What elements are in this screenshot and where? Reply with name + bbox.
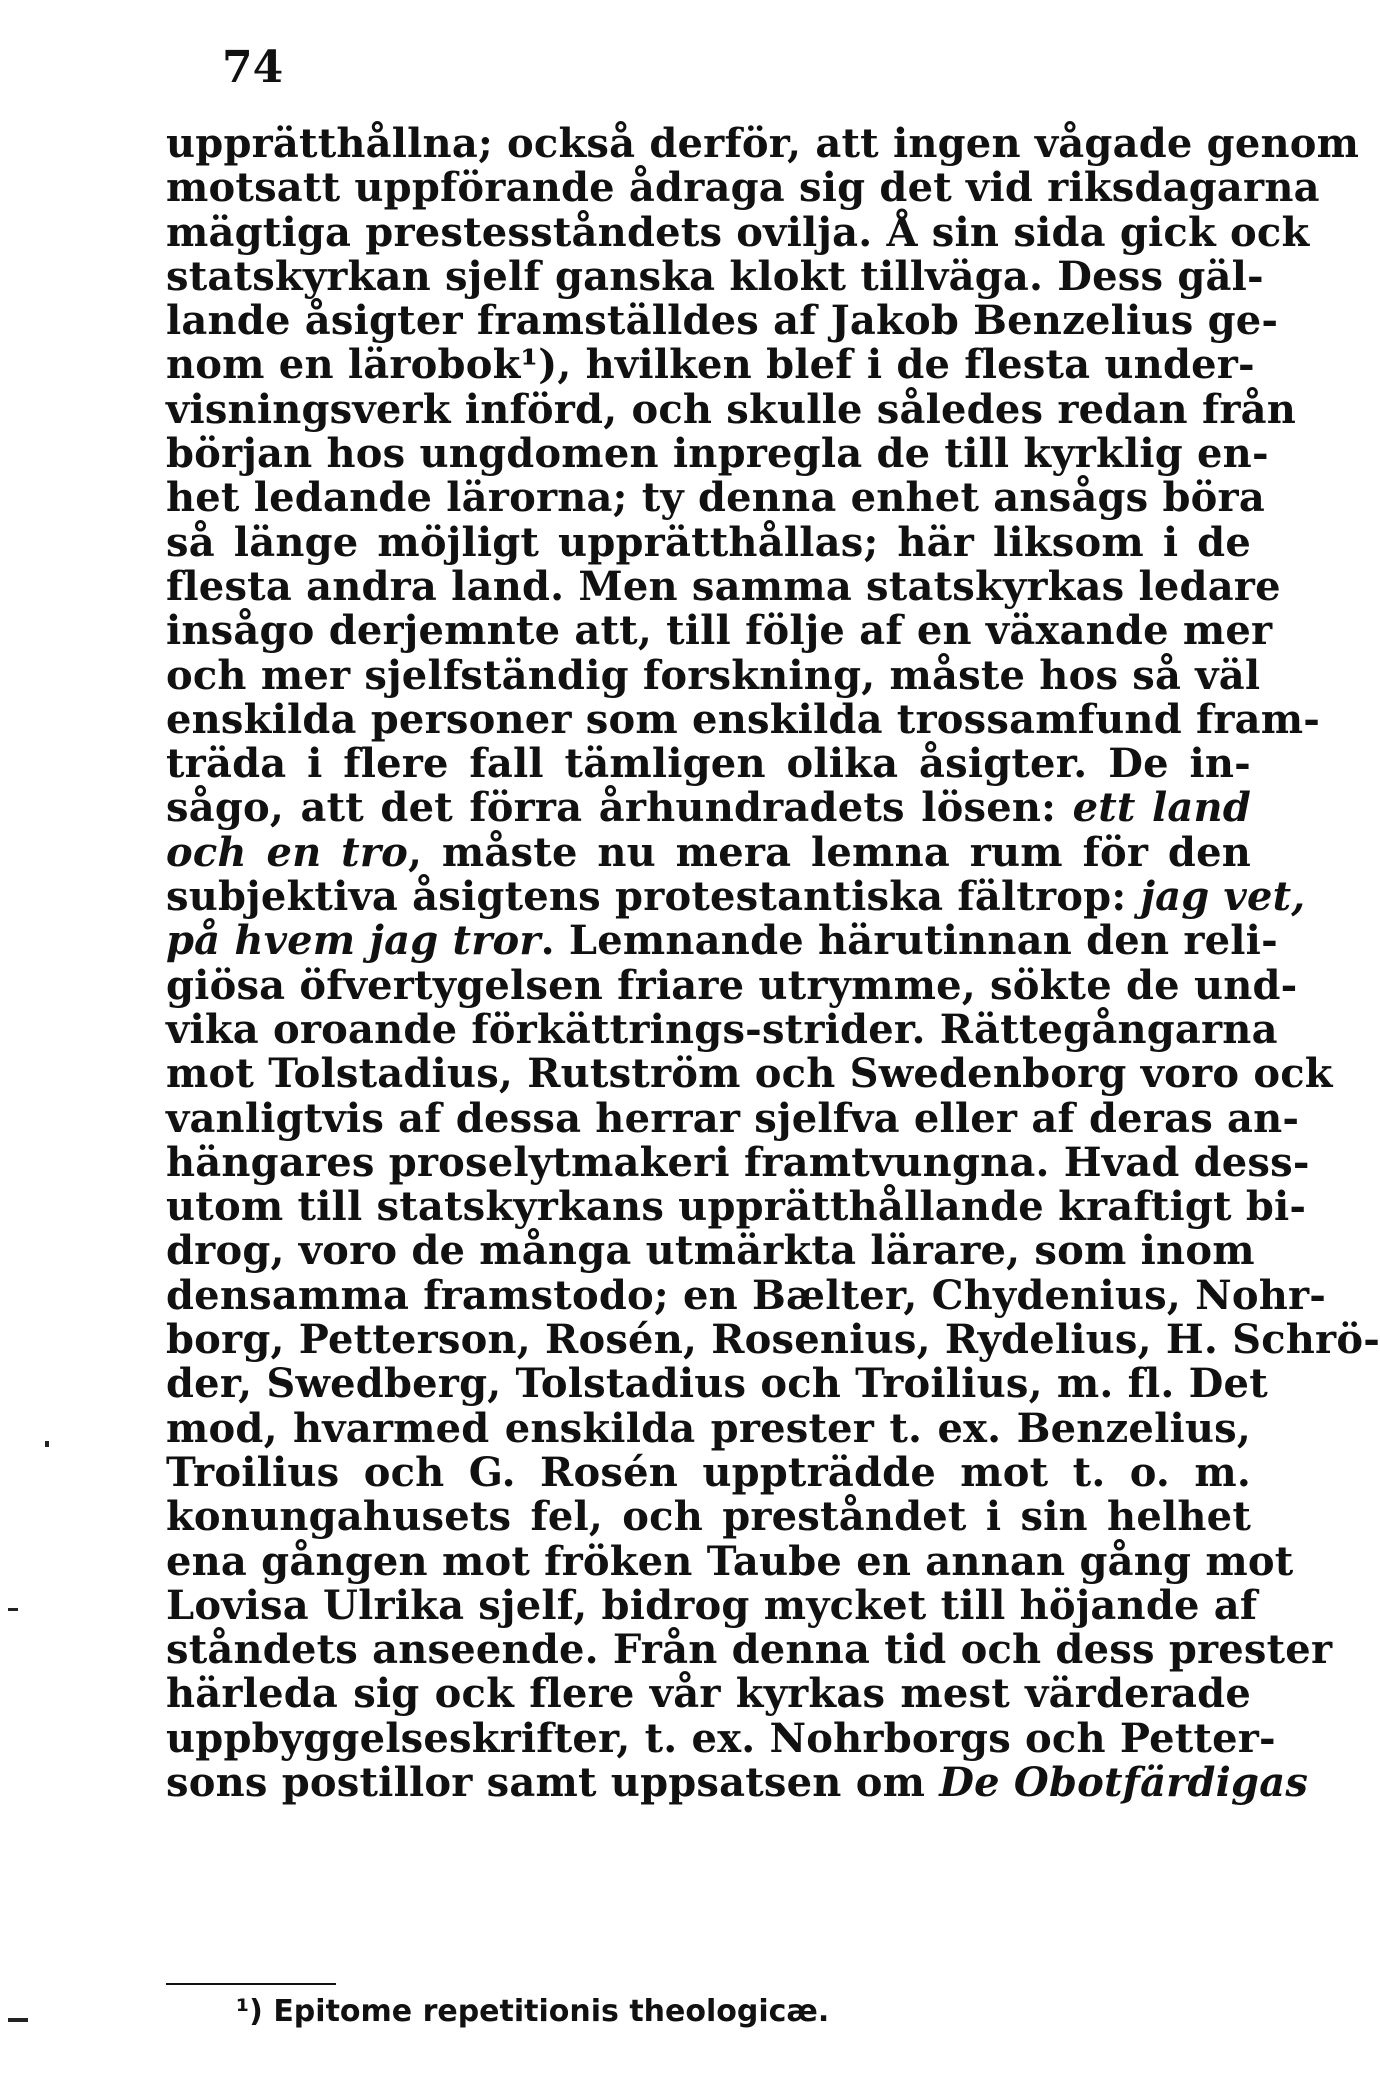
text-fragment: mod, hvarmed enskilda prester t. ex. Benzelius, xyxy=(166,1404,1251,1452)
text-fragment: på hvem jag tror xyxy=(166,917,541,965)
footnote-marker: ¹) xyxy=(236,1994,263,2029)
text-fragment: ett land xyxy=(1072,784,1252,832)
text-line xyxy=(166,474,1265,522)
footnote-divider xyxy=(166,1983,336,1985)
text-fragment: densamma framstodo; en Bælter, Chydenius, Nohr- xyxy=(166,1271,1327,1319)
text-fragment: het ledande lärorna; ty denna enhet ansågs böra xyxy=(166,474,1265,522)
text-fragment: borg, Petterson, Rosén, Rosenius, Rydelius, H. Schrö- xyxy=(166,1316,1380,1364)
text-line xyxy=(166,1050,1333,1098)
text-line xyxy=(166,873,1306,921)
text-fragment: nom en lärobok¹), hvilken blef i de flesta under- xyxy=(166,341,1255,389)
text-fragment: visningsverk införd, och skulle således redan från xyxy=(166,385,1297,433)
text-fragment: insågo derjemnte att, till följe af en växande mer xyxy=(166,607,1273,655)
text-fragment: hängares proselytmakeri framtvungna. Hvad dess- xyxy=(166,1138,1310,1186)
text-fragment: uppbyggelseskrifter, t. ex. Nohrborgs och Petter- xyxy=(166,1714,1276,1762)
text-fragment: flesta andra land. Men samma statskyrkas ledare xyxy=(166,562,1281,610)
text-line xyxy=(166,1271,1327,1319)
text-fragment: lande åsigter framställdes af Jakob Benzelius ge- xyxy=(166,297,1279,345)
text-line xyxy=(166,607,1273,655)
text-line xyxy=(166,430,1269,478)
text-line xyxy=(166,1404,1251,1452)
text-line xyxy=(166,1227,1255,1275)
text-line xyxy=(166,1094,1300,1142)
text-fragment: träda i flere fall tämligen olika åsigter. De in- xyxy=(166,740,1251,788)
text-fragment: enskilda personer som enskilda trossamfund fram- xyxy=(166,695,1321,743)
text-line xyxy=(166,1005,1278,1053)
text-line xyxy=(166,1316,1380,1364)
text-line xyxy=(166,120,1360,167)
text-line xyxy=(166,1495,1251,1539)
text-line xyxy=(166,1448,1251,1496)
text-fragment: vanligtvis af dessa herrar sjelfva eller af deras an- xyxy=(166,1094,1300,1142)
text-fragment: ståndets anseende. Från denna tid och dess prester xyxy=(166,1626,1333,1674)
text-fragment: statskyrkan sjelf ganska klokt tillväga. Dess gäl- xyxy=(166,252,1264,300)
text-line xyxy=(166,1581,1258,1629)
text-fragment: der, Swedberg, Tolstadius och Troilius, m. fl. Det xyxy=(166,1360,1268,1408)
text-fragment: motsatt uppförande ådraga sig det vid riksdagarna xyxy=(166,164,1320,212)
text-fragment: så länge möjligt upprätthållas; här liksom i de xyxy=(166,518,1251,566)
text-fragment: , måste nu mera lemna rum för den xyxy=(408,828,1251,876)
text-fragment: upprätthållna; också derför, att ingen vågade genom xyxy=(166,120,1360,167)
text-line xyxy=(166,164,1320,212)
text-line xyxy=(166,695,1321,743)
text-line xyxy=(166,208,1310,256)
text-line xyxy=(166,385,1297,433)
text-line xyxy=(166,961,1298,1009)
text-fragment: vika oroande förkättrings-strider. Rättegångarna xyxy=(166,1005,1278,1053)
text-line xyxy=(166,1138,1310,1186)
text-line xyxy=(166,1714,1276,1762)
margin-speck xyxy=(8,1608,18,1611)
text-fragment: mot Tolstadius, Rutström och Swedenborg voro ock xyxy=(166,1050,1333,1098)
margin-speck xyxy=(8,2018,28,2022)
text-line xyxy=(166,1626,1333,1674)
text-fragment: härleda sig ock flere vår kyrkas mest värderade xyxy=(166,1670,1251,1718)
text-fragment: Troilius och G. Rosén uppträdde mot t. o. m. xyxy=(166,1448,1251,1496)
margin-speck xyxy=(45,1441,49,1447)
text-fragment: mägtiga prestesståndets ovilja. Å sin sida gick ock xyxy=(166,208,1310,256)
text-fragment: subjektiva åsigtens protestantiska fältrop: xyxy=(166,873,1141,921)
text-line xyxy=(166,1672,1251,1716)
text-line xyxy=(166,518,1251,566)
text-fragment: konungahusets fel, och preståndet i sin helhet xyxy=(166,1493,1251,1541)
text-line xyxy=(166,1758,1309,1806)
text-fragment: ena gången mot fröken Taube en annan gång mot xyxy=(166,1537,1294,1585)
text-line xyxy=(166,562,1281,610)
text-line xyxy=(166,252,1264,300)
text-fragment: sons postillor samt uppsatsen om xyxy=(166,1758,940,1806)
text-line xyxy=(166,651,1261,699)
text-line xyxy=(166,786,1251,830)
text-fragment: och en tro xyxy=(166,828,409,876)
text-fragment: giösa öfvertygelsen friare utrymme, sökte de und- xyxy=(166,961,1298,1009)
page-number: 74 xyxy=(222,42,284,93)
text-fragment: och mer sjelfständig forskning, måste hos så väl xyxy=(166,651,1261,699)
body-text xyxy=(166,120,1380,1806)
text-line xyxy=(166,742,1251,786)
text-fragment: . Lemnande härutinnan den reli- xyxy=(540,917,1278,965)
text-fragment: jag vet, xyxy=(1140,873,1306,921)
text-line xyxy=(166,1360,1268,1408)
text-fragment: utom till statskyrkans upprätthållande kraftigt bi- xyxy=(166,1183,1307,1231)
footnote-text: Epitome repetitionis theologicæ. xyxy=(273,1994,830,2029)
text-line xyxy=(166,297,1279,345)
text-fragment: början hos ungdomen inpregla de till kyrklig en- xyxy=(166,430,1269,478)
text-line xyxy=(166,341,1255,389)
text-fragment: De Obotfärdigas xyxy=(939,1758,1309,1806)
text-line xyxy=(166,917,1278,965)
text-fragment: sågo, att det förra århundradets lösen: xyxy=(166,784,1073,832)
footnote xyxy=(236,1990,829,2034)
text-line xyxy=(166,828,1251,876)
text-fragment: Lovisa Ulrika sjelf, bidrog mycket till höjande af xyxy=(166,1581,1258,1629)
text-line xyxy=(166,1537,1294,1585)
text-line xyxy=(166,1183,1307,1231)
text-fragment: drog, voro de många utmärkta lärare, som inom xyxy=(166,1227,1255,1275)
